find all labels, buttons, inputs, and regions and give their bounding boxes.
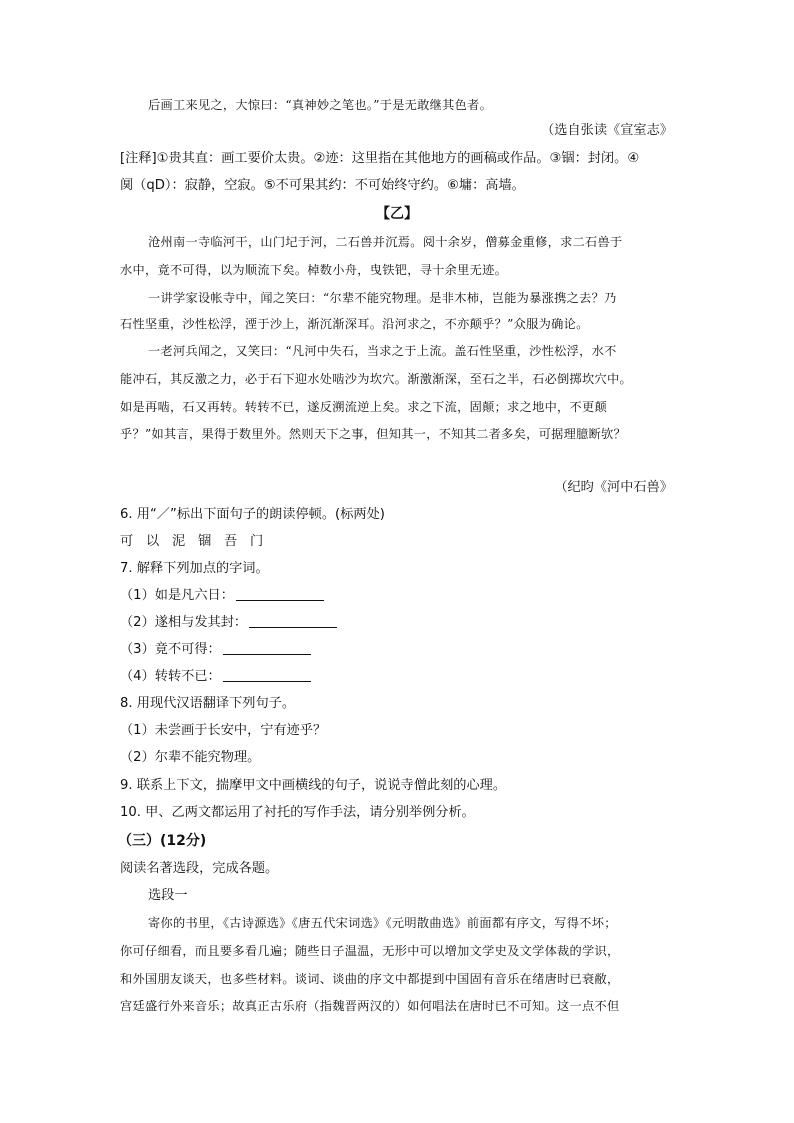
excerpt-1-line-3: 和外国朋友谈天，也多些材料。谈词、谈曲的序文中都提到中国固有音乐在绪唐时已衰敝， — [120, 972, 620, 986]
section-3-heading: （三）(12分) — [118, 833, 207, 849]
annotation-line-2: 阒（qD）：寂静，空寂。⑤不可果其约：不可始终守约。⑥墉：高墙。 — [120, 178, 525, 193]
answer-blank[interactable] — [223, 642, 311, 655]
question-7: 7. 解释下列加点的字词。 — [120, 561, 269, 576]
question-9: 9. 联系上下文，揣摩甲文中画横线的句子，说说寺僧此刻的心理。 — [120, 778, 507, 793]
yi-paragraph-3-line-1: 一老河兵闻之，又笑曰：“凡河中失石，当求之于上流。盖石性坚重，沙性松浮，水不 — [148, 344, 617, 358]
yi-paragraph-2-line-1: 一讲学家设帐寺中，闻之笑曰：“尔辈不能究物理。是非木柿，岂能为暴涨携之去？乃 — [148, 291, 617, 305]
yi-source: （纪昀《河中石兽》 — [554, 480, 673, 495]
yi-paragraph-2-line-2: 石性坚重，沙性松浮，湮于沙上，渐沉渐深耳。沿河求之，不亦颠乎？”众服为确论。 — [120, 317, 589, 331]
question-6: 6. 用“／”标出下面句子的朗读停顿。(标两处) — [120, 507, 385, 522]
sentence-char: 可 — [120, 534, 134, 549]
annotation-line-1: [注释]①贵其直：画工要价太贵。②迹：这里指在其他地方的画稿或作品。③锢：封闭。④ — [120, 151, 640, 166]
answer-blank[interactable] — [223, 669, 311, 682]
jia-source: （选自张读《宣室志》 — [541, 123, 673, 138]
question-7-item-2 — [120, 614, 337, 632]
question-7-item-1 — [120, 587, 324, 605]
yi-paragraph-1-line-2: 水中，竟不可得，以为顺流下矣。棹数小舟，曳铁钯，寻十余里无迹。 — [120, 263, 508, 277]
answer-blank[interactable] — [249, 615, 337, 628]
yi-paragraph-3-line-2: 能冲石，其反激之力，必于石下迎水处啮沙为坎穴。渐激渐深，至石之半，石必倒掷坎穴中。 — [120, 372, 632, 386]
item-label: （4）转转不已： — [120, 669, 221, 684]
excerpt-1-line-4: 宫廷盛行外来音乐；故真正古乐府（指魏晋两汉的）如何唱法在唐时已不可知。这一点不但 — [120, 999, 620, 1013]
yi-paragraph-3-line-4: 乎？”如其言，果得于数里外。然则天下之事，但知其一，不知其二者多矣，可据理臆断欤？ — [120, 427, 627, 441]
sentence-char: 泥 — [172, 534, 186, 549]
yi-paragraph-1-line-1: 沧州南一寺临河干，山门圮于河，二石兽并沉焉。阅十余岁，僧募金重修，求二石兽于 — [148, 235, 623, 249]
excerpt-1-line-1: 寄你的书里，《古诗源选》《唐五代宋词选》《元明散曲选》前面都有序文，写得不坏； — [148, 916, 617, 930]
question-10: 10. 甲、乙两文都运用了衬托的写作手法，请分别举例分析。 — [120, 805, 475, 820]
question-8-item-1: （1）未尝画于长安中，宁有迹乎？ — [120, 723, 327, 738]
question-6-sentence — [120, 533, 276, 551]
answer-blank[interactable] — [236, 588, 324, 601]
excerpt-1-line-2: 你可仔细看，而且要多看几遍；随些日子温温，无形中可以增加文学史及文学体裁的学识， — [120, 944, 620, 958]
item-label: （1）如是凡六日： — [120, 588, 234, 603]
item-label: （3）竟不可得： — [120, 642, 221, 657]
question-8: 8. 用现代汉语翻译下列句子。 — [120, 696, 296, 711]
sentence-char: 吾 — [224, 534, 238, 549]
question-7-item-3 — [120, 641, 311, 659]
item-label: （2）遂相与发其封： — [120, 615, 248, 630]
question-8-item-2: （2）尔辈不能究物理。 — [120, 750, 261, 765]
sentence-char: 门 — [250, 534, 264, 549]
sentence-char: 锢 — [198, 534, 212, 549]
question-7-item-4 — [120, 668, 311, 686]
jia-closing-line: 后画工来见之，大惊曰：“真神妙之笔也。”于是无敢继其色者。 — [148, 98, 493, 112]
section-3-instructions: 阅读名著选段，完成各题。 — [120, 861, 279, 876]
yi-paragraph-3-line-3: 如是再啮，石又再转。转转不已，遂反溯流逆上矣。求之下流，固颠；求之地中，不更颠 — [120, 400, 608, 414]
excerpt-1-label: 选段一 — [148, 888, 188, 903]
section-yi-heading: 【乙】 — [376, 206, 418, 222]
sentence-char: 以 — [146, 534, 160, 549]
